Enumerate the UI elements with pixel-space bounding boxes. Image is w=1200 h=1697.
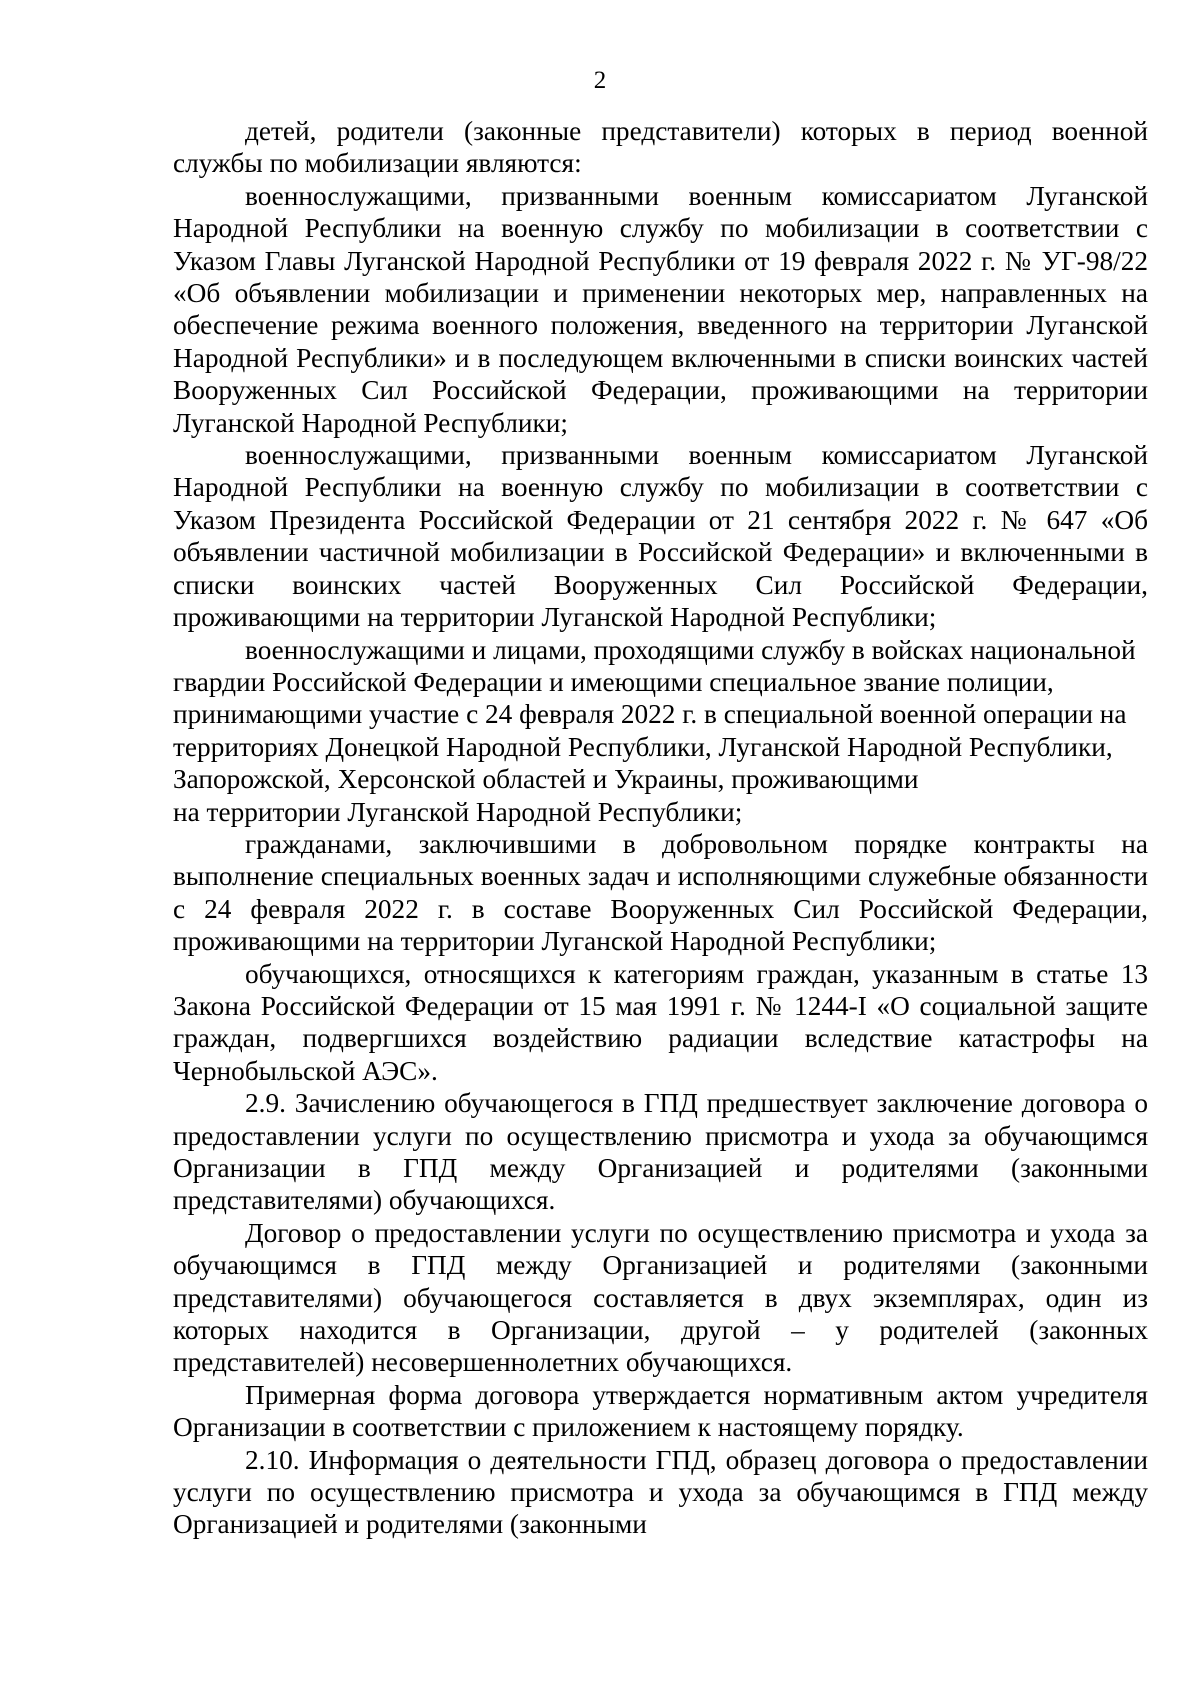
paragraph-contract-volunteers: гражданами, заключившими в добровольном порядке контракты на выполнение специальных военных задач и исполняющими служебные обязанности с 24 февраля 2022 г. в составе Вооруженных Сил Российской Федерации, проживающими на территории Луганской Народной Республики; (173, 828, 1148, 957)
paragraph-mobilized-rf-decree: военнослужащими, призванными военным комиссариатом Луганской Народной Республики на военную службу по мобилизации в соответствии с Указом Президента Российской Федерации от 21 сентября 2022 г. № 647 «Об объявлении частичной мобилизации в Российской Федерации» и включенными в списки воинских частей Вооруженных Сил Российской Федерации, проживающими на территории Луганской Народной Республики; (173, 440, 1148, 633)
paragraph-chernobyl: обучающихся, относящихся к категориям граждан, указанным в статье 13 Закона Российской Федерации от 15 мая 1991 г. № 1244-I «О социальной защите граждан, подвергшихся воздействию радиации вследствие катастрофы на Чернобыльской АЭС». (173, 958, 1148, 1086)
paragraph-national-guard: военнослужащими и лицами, проходящими службу в войсках национальной гвардии Российской Федерации и имеющими специальное звание полиции, принимающими участие с 24 февраля 2022 г. в специальной военной операции на территориях Донецкой Народной Республики, Луганской Народной Республики, Запорожской, Херсонской областей и Украины, проживающими (173, 634, 1136, 795)
paragraph-section-2-9: 2.9. Зачислению обучающегося в ГПД предшествует заключение договора о предоставлении услуги по осуществлению присмотра и ухода за обучающимся Организации в ГПД между Организацией и родителями (законными представителями) обучающихся. (173, 1088, 1148, 1216)
paragraph-contract-copies: Договор о предоставлении услуги по осуществлению присмотра и ухода за обучающимся в ГПД между Организацией и родителями (законными представителями) обучающегося составляется в двух экземплярах, один из которых находится в Организации, другой – у родителей (законных представителей) несовершеннолетних обучающихся. (173, 1217, 1148, 1378)
paragraph-mobilized-lnr-decree: военнослужащими, призванными военным комиссариатом Луганской Народной Республики на военную службу по мобилизации в соответствии с Указом Главы Луганской Народной Республики от 19 февраля 2022 г. № УГ-98/22 «Об объявлении мобилизации и применении некоторых мер, направленных на обеспечение режима военного положения, введенного на территории Луганской Народной Республики» и в последующем включенными в списки воинских частей Вооруженных Сил Российской Федерации, проживающими на территории Луганской Народной Республики; (173, 180, 1148, 438)
page-number: 2 (593, 67, 607, 94)
paragraph-intro: детей, родители (законные представители) которых в период военной службы по мобилизации являются: (173, 116, 1148, 179)
paragraph-contract-form: Примерная форма договора утверждается нормативным актом учредителя Организации в соответствии с приложением к настоящему порядку. (173, 1379, 1148, 1443)
paragraph-national-guard-continuation: на территории Луганской Народной Республики; (173, 796, 743, 827)
paragraph-section-2-10: 2.10. Информация о деятельности ГПД, образец договора о предоставлении услуги по осуществлению присмотра и ухода за обучающимся в ГПД между Организацией и родителями (законными (173, 1444, 1148, 1540)
document-body (173, 115, 1148, 1541)
